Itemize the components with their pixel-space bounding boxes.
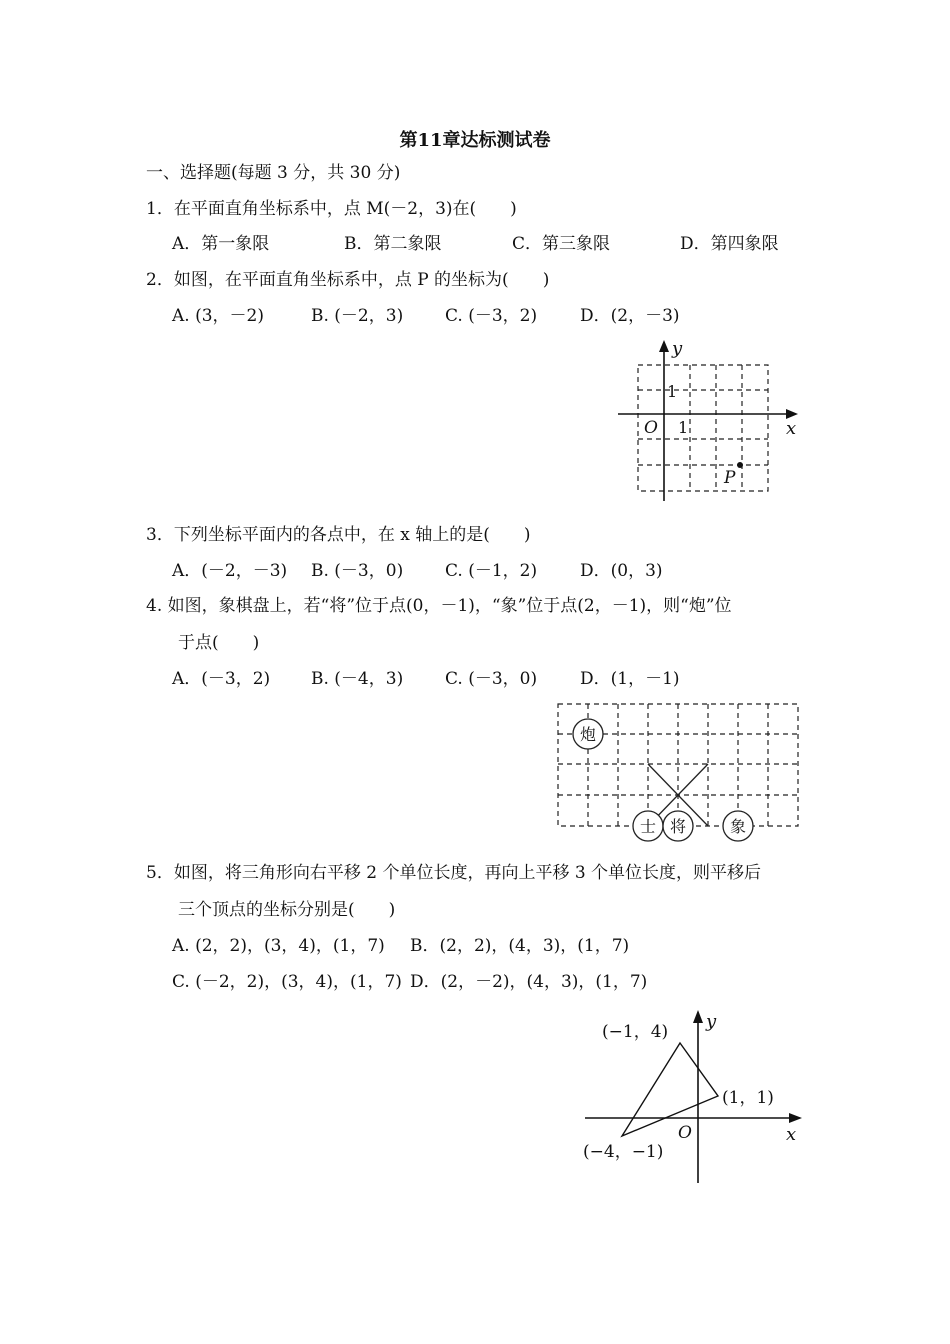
question-5-option-a: A. (2，2)，(3，4)，(1，7) [172, 936, 385, 956]
question-5-stem-line-2: 三个顶点的坐标分别是( ) [178, 900, 396, 920]
vertex-label-b: (1，1) [722, 1088, 774, 1108]
question-5-option-d: D．(2，－2)，(4，3)，(1，7) [410, 972, 648, 992]
question-2-stem: 2．如图，在平面直角坐标系中，点 P 的坐标为( ) [146, 270, 550, 290]
question-1-option-c: C．第三象限 [512, 234, 611, 254]
x-axis-label: x [786, 1124, 797, 1145]
piece-jiang [663, 811, 693, 841]
page-title: 第11章达标测试卷 [399, 130, 551, 151]
question-3-option-b: B. (－3，0) [311, 561, 404, 581]
question-1-stem: 1．在平面直角坐标系中，点 M(－2，3)在( ) [146, 199, 517, 219]
question-4-stem-line-2: 于点( ) [178, 633, 260, 653]
piece-pao [573, 719, 603, 749]
question-5-option-c: C. (－2，2)，(3，4)，(1，7) [172, 972, 402, 992]
question-3-option-a: A．(－2，－3) [172, 561, 288, 581]
question-4-option-c: C. (－3，0) [445, 669, 538, 689]
svg-text:炮: 炮 [579, 725, 597, 744]
point-p [737, 462, 743, 468]
piece-xiang [723, 811, 753, 841]
question-3-option-c: C. (－1，2) [445, 561, 538, 581]
question-4-chessboard [550, 700, 810, 845]
vertex-label-a: (−1，4) [602, 1022, 669, 1042]
y-axis-arrow [659, 340, 669, 352]
question-3-stem: 3．下列坐标平面内的各点中，在 x 轴上的是( ) [146, 525, 531, 545]
y-axis-arrow [693, 1010, 703, 1023]
unit-x-label: 1 [678, 418, 689, 437]
x-axis-arrow [789, 1113, 802, 1123]
question-1-option-d: D．第四象限 [680, 234, 779, 254]
question-2-option-d: D．(2，－3) [580, 306, 680, 326]
origin-label: O [644, 418, 658, 438]
question-3-option-d: D．(0，3) [580, 561, 663, 581]
question-4-option-b: B. (－4，3) [311, 669, 404, 689]
question-5-figure [580, 1005, 810, 1190]
section-heading: 一、选择题(每题 3 分，共 30 分) [146, 163, 401, 183]
question-5-stem-line-1: 5．如图，将三角形向右平移 2 个单位长度，再向上平移 3 个单位长度，则平移后 [146, 863, 762, 883]
question-5-option-b: B．(2，2)，(4，3)，(1，7) [410, 936, 630, 956]
y-axis-label: y [706, 1011, 717, 1032]
question-1-option-b: B．第二象限 [344, 234, 442, 254]
piece-shi [633, 811, 663, 841]
svg-text:将: 将 [669, 817, 687, 836]
question-2-option-b: B. (－2，3) [311, 306, 404, 326]
question-4-option-a: A．(－3，2) [172, 669, 271, 689]
question-4-stem-line-1: 4. 如图，象棋盘上，若“将”位于点(0，－1)，“象”位于点(2，－1)，则“炮”位 [146, 596, 732, 616]
question-4-option-d: D．(1，－1) [580, 669, 680, 689]
triangle [622, 1043, 718, 1136]
origin-label: O [678, 1123, 692, 1143]
vertex-label-c: (−4，−1) [583, 1142, 664, 1162]
question-2-option-c: C. (－3，2) [445, 306, 538, 326]
question-2-option-a: A. (3，－2) [172, 306, 264, 326]
unit-y-label: 1 [667, 382, 678, 401]
svg-text:士: 士 [639, 817, 657, 836]
x-axis-label: x [786, 418, 797, 439]
point-p-label: P [724, 468, 736, 488]
question-2-figure [610, 335, 810, 505]
svg-text:象: 象 [729, 817, 747, 836]
question-1-option-a: A．第一象限 [172, 234, 270, 254]
y-axis-label: y [672, 338, 683, 359]
